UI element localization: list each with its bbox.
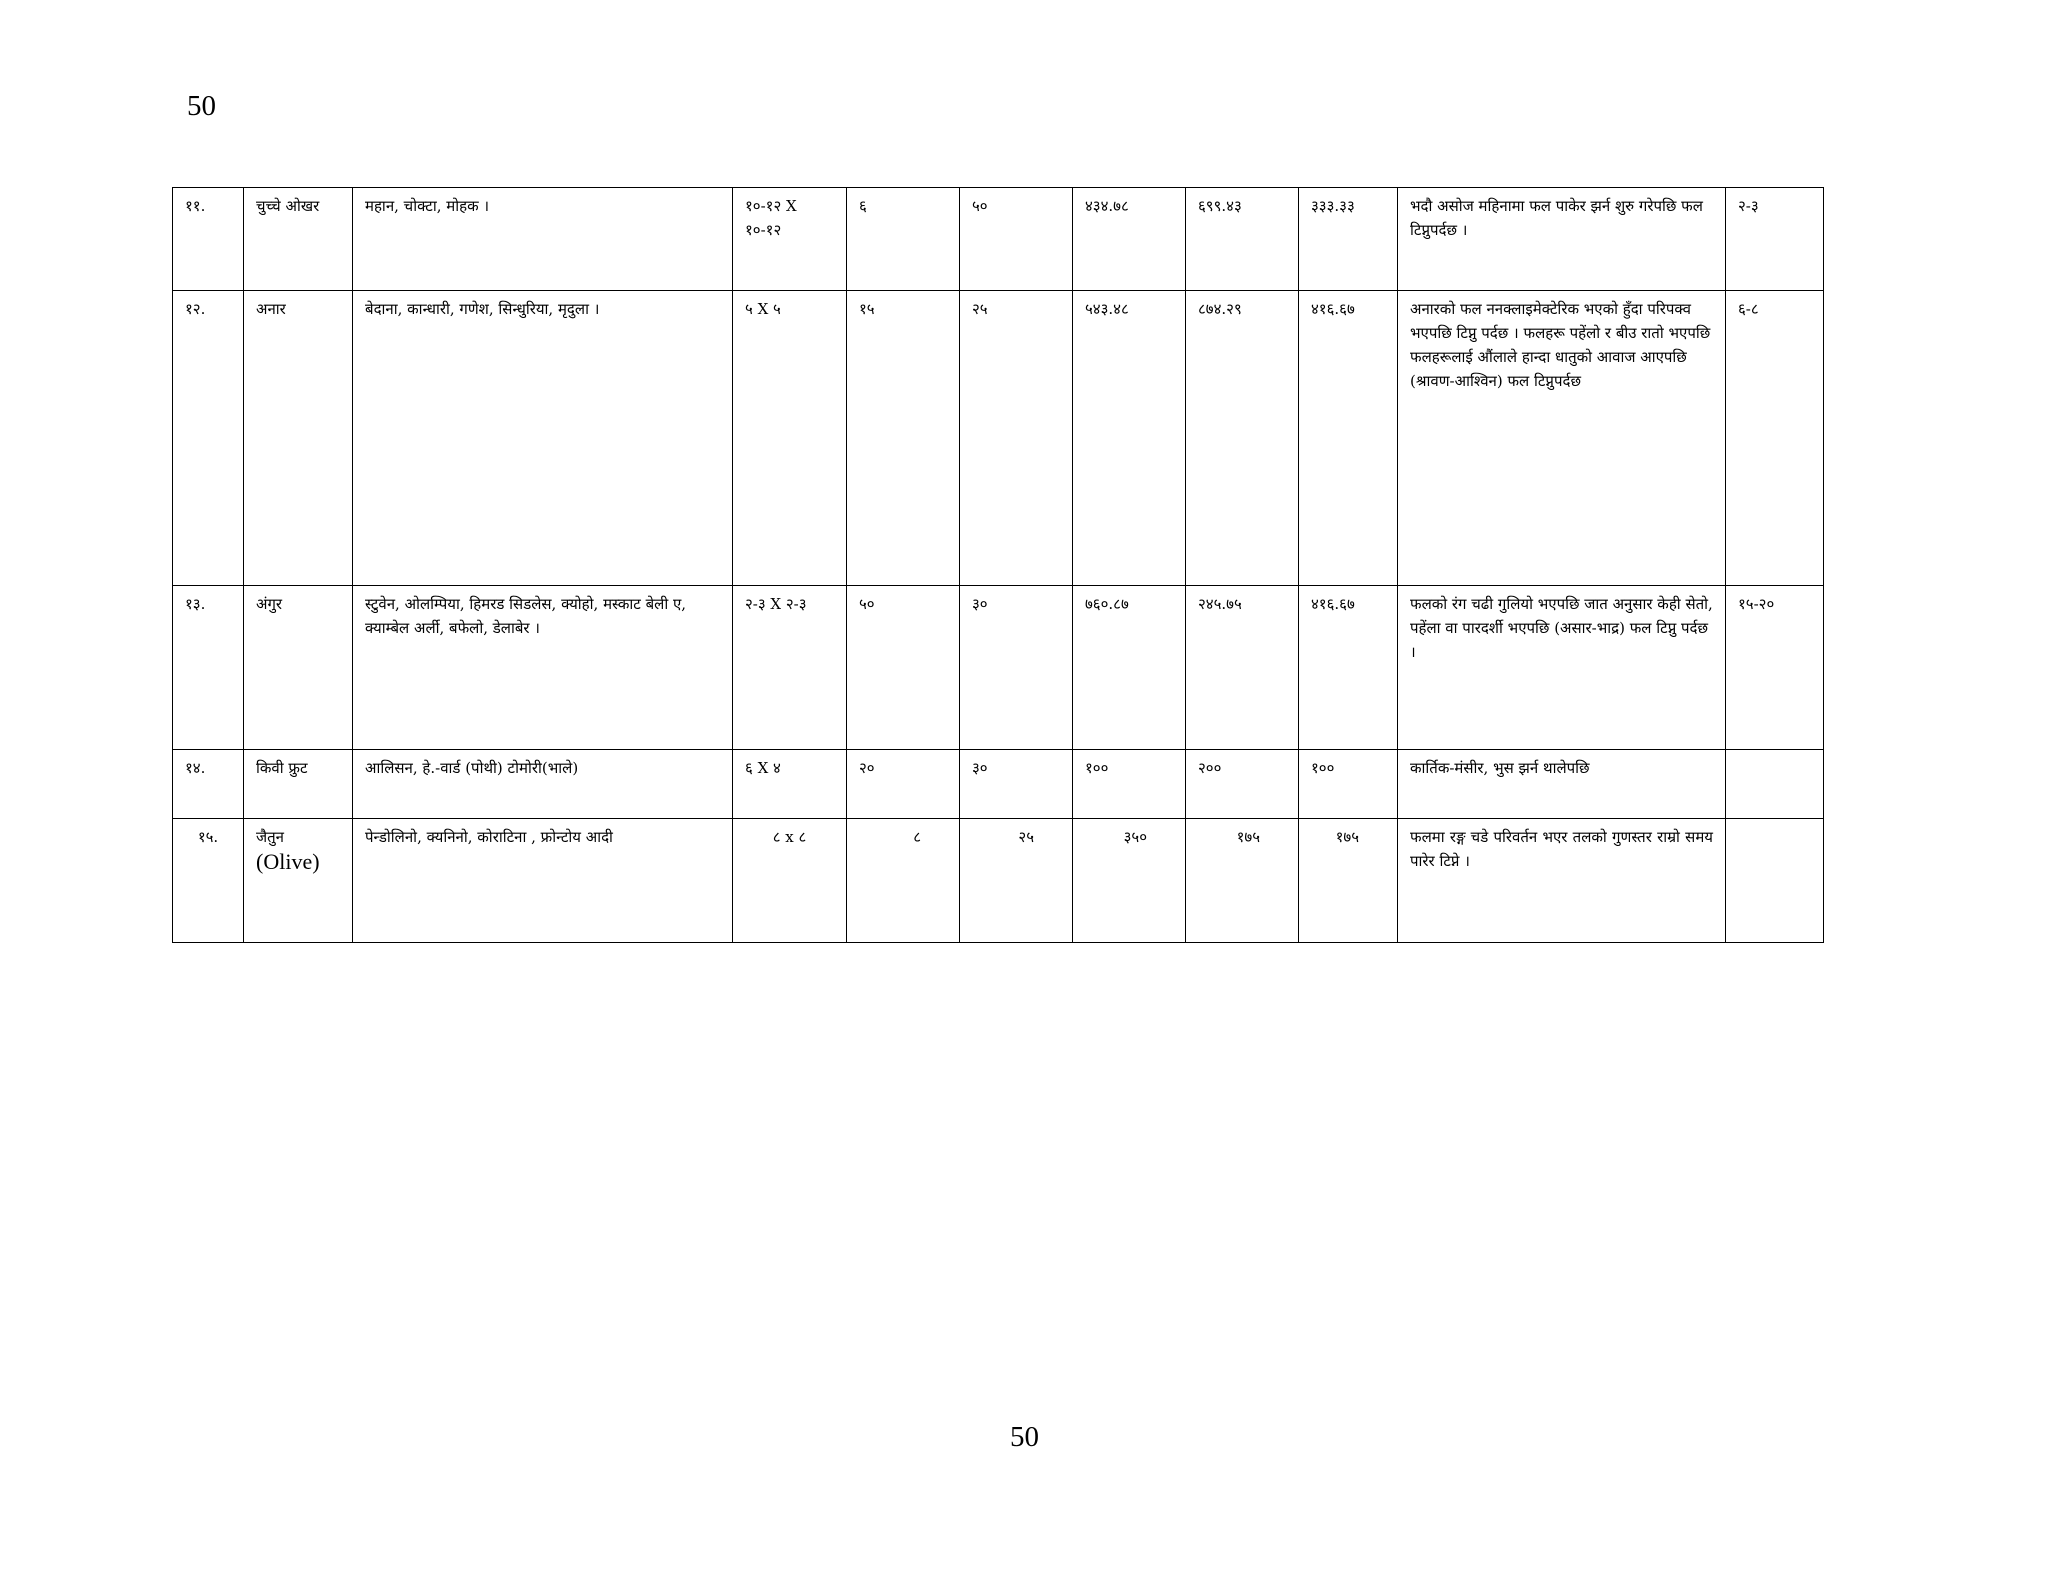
value-cell-7: ३५० [1073,819,1186,943]
varieties-cell: बेदाना, कान्धारी, गणेश, सिन्धुरिया, मृदुला । [353,291,733,586]
value-cell-11: ६-८ [1726,291,1824,586]
value-cell-7: ७६०.८७ [1073,586,1186,750]
page-number-bottom: 50 [1010,1421,1039,1453]
value-cell-9: ३३३.३३ [1299,188,1398,291]
value-cell-9: ४१६.६७ [1299,291,1398,586]
serial-number-cell: ११. [173,188,244,291]
fruit-name-cell [244,819,353,943]
harvest-note-cell: भदौ असोज महिनामा फल पाकेर झर्न शुरु गरेपछि फल टिप्नुपर्दछ । [1398,188,1726,291]
serial-number-cell: १५. [173,819,244,943]
table-row [173,188,1824,291]
table-row [173,291,1824,586]
value-cell-11: २-३ [1726,188,1824,291]
fruit-name-cell [244,750,353,819]
harvest-note-cell: कार्तिक-मंसीर, भुस झर्न थालेपछि [1398,750,1726,819]
serial-number-cell: १४. [173,750,244,819]
varieties-cell: स्टुवेन, ओलम्पिया, हिमरड सिडलेस, क्योहो, मस्काट बेली ए, क्याम्बेल अर्ली, बफेलो, डेलाबेर । [353,586,733,750]
value-cell-9: ४१६.६७ [1299,586,1398,750]
fruit-name-cell [244,586,353,750]
value-cell-11: १५-२० [1726,586,1824,750]
page-number-top: 50 [187,90,216,122]
table-row [173,750,1824,819]
harvest-note-cell: फलको रंग चढी गुलियो भएपछि जात अनुसार केही सेतो, पहेंला वा पारदर्शी भएपछि (असार-भाद्र) फल टिप्नु पर्दछ । [1398,586,1726,750]
varieties-cell: महान, चोक्टा, मोहक । [353,188,733,291]
fruit-name: चुच्चे ओखर [256,197,320,215]
serial-number-cell: १२. [173,291,244,586]
value-cell-9: १०० [1299,750,1398,819]
fruit-data-table [172,187,1824,943]
varieties-cell: पेन्डोलिनो, क्यनिनो, कोराटिना , फ्रोन्टोय आदी [353,819,733,943]
fruit-name: किवी फ्रुट [256,759,308,777]
value-cell-6: ३० [960,586,1073,750]
harvest-note-cell: अनारको फल ननक्लाइमेक्टेरिक भएको हुँदा परिपक्व भएपछि टिप्नु पर्दछ । फलहरू पहेंलो र बीउ रातो भएपछि फलहरूलाई औंलाले हान्दा धातुको आवाज आएपछि (श्रावण-आश्विन) फल टिप्नुपर्दछ [1398,291,1726,586]
spacing-cell: २-३ X २-३ [733,586,847,750]
table-row [173,819,1824,943]
value-cell-5: ५० [847,586,960,750]
fruit-name: अनार [256,300,286,318]
spacing-cell: ६ X ४ [733,750,847,819]
fruit-name-cell [244,291,353,586]
value-cell-6: २५ [960,819,1073,943]
value-cell-5: ८ [847,819,960,943]
table-row [173,586,1824,750]
serial-number-cell: १३. [173,586,244,750]
varieties-cell: आलिसन, हे.-वार्ड (पोथी) टोमोरी(भाले) [353,750,733,819]
value-cell-11 [1726,819,1824,943]
value-cell-6: ३० [960,750,1073,819]
fruit-name-latin: (Olive) [256,849,320,874]
fruit-name: जैतुन [256,828,285,846]
value-cell-9: १७५ [1299,819,1398,943]
value-cell-8: २४५.७५ [1186,586,1299,750]
fruit-name-cell [244,188,353,291]
spacing-cell: १०-१२ X १०-१२ [733,188,847,291]
value-cell-7: ४३४.७८ [1073,188,1186,291]
spacing-cell: ५ X ५ [733,291,847,586]
value-cell-8: १७५ [1186,819,1299,943]
value-cell-6: ५० [960,188,1073,291]
value-cell-11 [1726,750,1824,819]
fruit-name: अंगुर [256,595,283,613]
value-cell-5: ६ [847,188,960,291]
value-cell-7: ५४३.४८ [1073,291,1186,586]
value-cell-6: २५ [960,291,1073,586]
spacing-cell: ८ x ८ [733,819,847,943]
value-cell-8: २०० [1186,750,1299,819]
harvest-note-cell: फलमा रङ्ग चडे परिवर्तन भएर तलको गुणस्तर राम्रो समय पारेर टिप्ने । [1398,819,1726,943]
value-cell-5: २० [847,750,960,819]
value-cell-8: ६९९.४३ [1186,188,1299,291]
value-cell-5: १५ [847,291,960,586]
value-cell-8: ८७४.२९ [1186,291,1299,586]
value-cell-7: १०० [1073,750,1186,819]
